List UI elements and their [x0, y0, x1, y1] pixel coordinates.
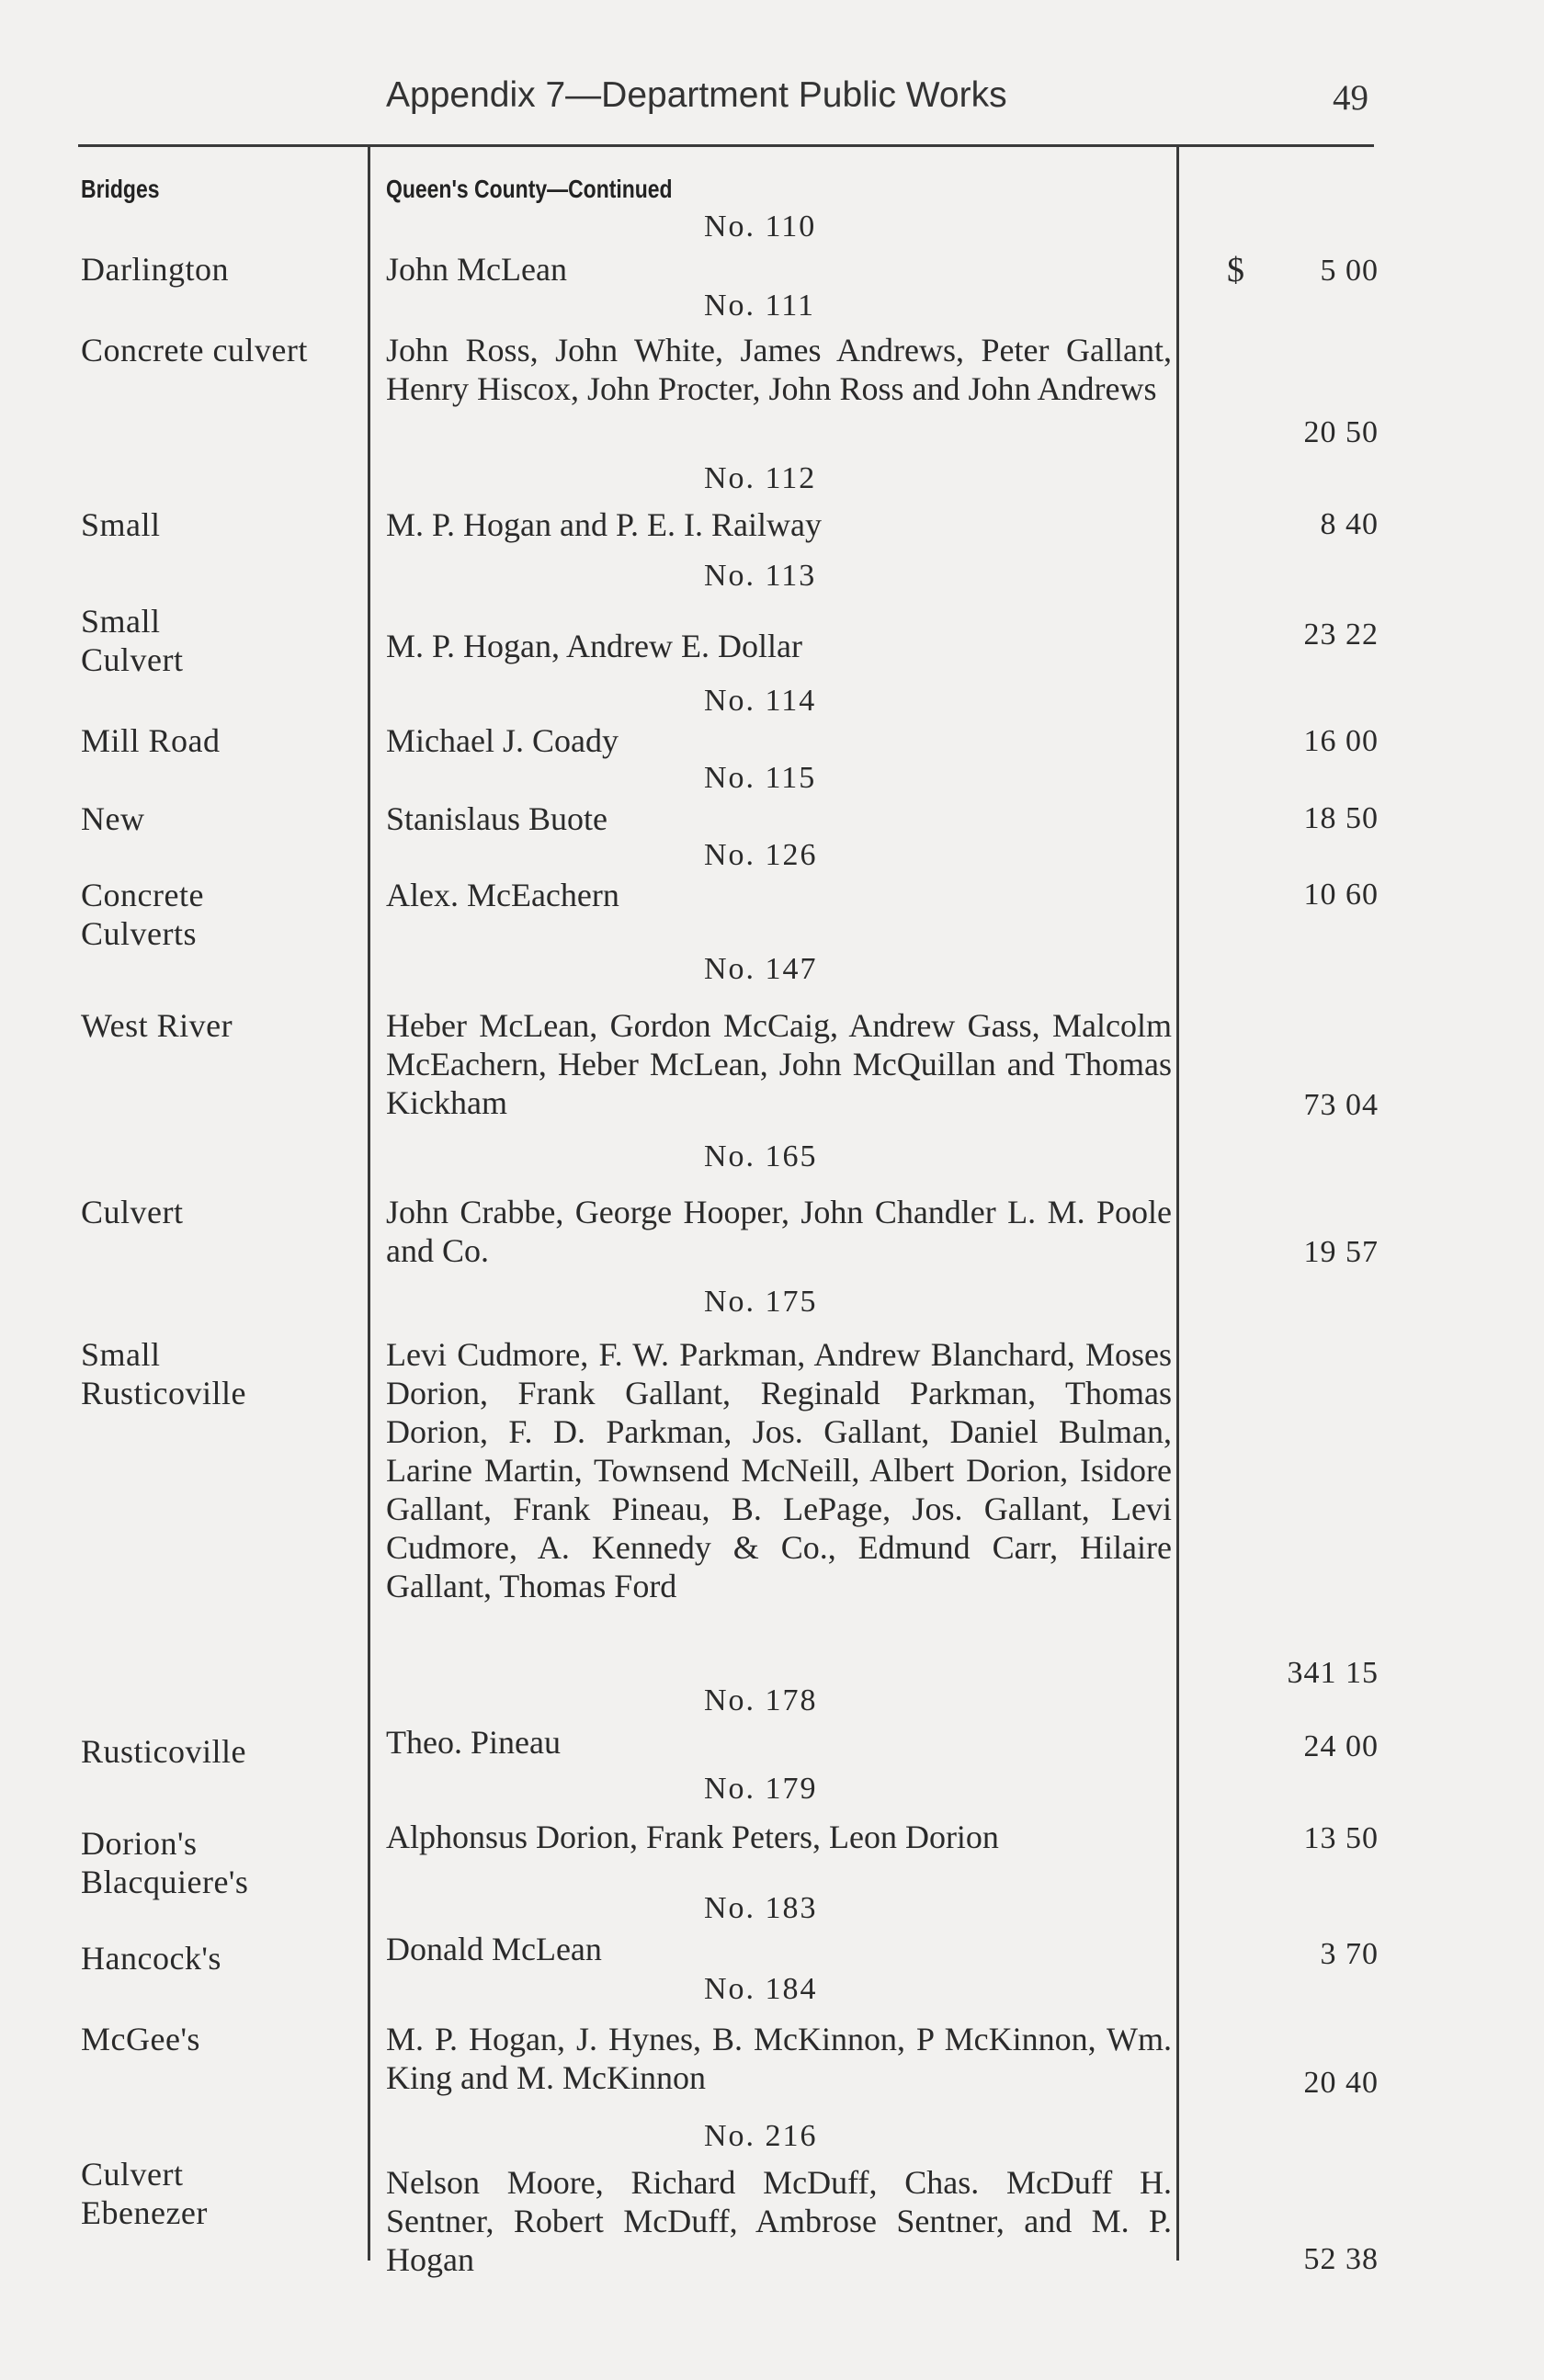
entry-number: No. 175: [704, 1285, 818, 1319]
entry-number: No. 183: [704, 1891, 818, 1925]
amount: 24 00: [1303, 1729, 1379, 1763]
amount: 341 15: [1287, 1656, 1379, 1690]
page-title: Appendix 7—Department Public Works: [386, 75, 1007, 115]
payee-text: M. P. Hogan, J. Hynes, B. McKinnon, P McKinnon, Wm. King and M. McKinnon: [386, 2021, 1172, 2096]
payee-text: M. P. Hogan and P. E. I. Railway: [386, 506, 822, 543]
entry-number: No. 147: [704, 952, 818, 986]
entry-number: No. 165: [704, 1139, 818, 1173]
bridges-column-header: Bridges: [81, 175, 160, 203]
bridge-name: Concrete culvert: [81, 332, 308, 368]
amount: 8 40: [1320, 507, 1379, 541]
amount: 10 60: [1303, 878, 1379, 912]
entry-number: No. 115: [704, 761, 817, 795]
bridge-name: Darlington: [81, 251, 229, 288]
amount: 19 57: [1303, 1235, 1379, 1269]
entry-number: No. 112: [704, 461, 817, 495]
amount: 16 00: [1303, 724, 1379, 758]
dollar-sign: $: [1227, 251, 1244, 289]
bridge-name: New: [81, 800, 145, 837]
bridge-name: Hancock's: [81, 1940, 221, 1977]
bridge-name: Rusticoville: [81, 1733, 246, 1770]
entry-number: No. 126: [704, 838, 818, 872]
bridge-name: West River: [81, 1007, 233, 1044]
payee-text: Heber McLean, Gordon McCaig, Andrew Gass, Malcolm McEachern, Heber McLean, John McQuillan and Thomas Kickham: [386, 1007, 1172, 1121]
entry-number: No. 178: [704, 1683, 818, 1717]
payee-text: Levi Cudmore, F. W. Parkman, Andrew Blanchard, Moses Dorion, Frank Gallant, Reginald Parkman, Thomas Dorion, F. D. Parkman, Jos. Gallant, Daniel Bulman, Larine Martin, Townsend McNeill, Albert Dorion, Isidore Gallant, Frank Pineau, B. LePage, Jos. Gallant, Levi Cudmore, A. Kennedy & Co., Edmund Carr, Hilaire Gallant, Thomas Ford: [386, 1336, 1172, 1604]
bridge-name: Mill Road: [81, 722, 221, 759]
payee-text: Michael J. Coady: [386, 722, 619, 759]
payee-text: John Crabbe, George Hooper, John Chandler L. M. Poole and Co.: [386, 1194, 1172, 1269]
entry-number: No. 114: [704, 684, 817, 718]
amount: 52 38: [1303, 2242, 1379, 2276]
amount: 13 50: [1303, 1821, 1379, 1855]
payee-text: Donald McLean: [386, 1931, 602, 1967]
amount: 18 50: [1303, 801, 1379, 835]
bridge-name: Small Culvert: [81, 603, 184, 678]
payee-text: M. P. Hogan, Andrew E. Dollar: [386, 628, 802, 664]
entry-number: No. 113: [704, 559, 817, 593]
entry-number: No. 179: [704, 1772, 818, 1806]
payee-text: Alex. McEachern: [386, 877, 619, 913]
amount: 5 00: [1320, 254, 1379, 288]
bridge-name: Dorion's Blacquiere's: [81, 1825, 249, 1900]
amount: 23 22: [1303, 618, 1379, 652]
payee-text: Stanislaus Buote: [386, 800, 607, 837]
bridge-name: Culvert: [81, 1194, 184, 1230]
amount: 3 70: [1320, 1937, 1379, 1971]
bridge-name: Small Rusticoville: [81, 1336, 246, 1411]
payee-text: John McLean: [386, 251, 567, 288]
amount: 73 04: [1303, 1088, 1379, 1122]
bridge-name: Culvert Ebenezer: [81, 2156, 208, 2231]
payee-text: Alphonsus Dorion, Frank Peters, Leon Dorion: [386, 1819, 999, 1855]
column-divider-right: [1176, 147, 1179, 2261]
entry-number: No. 111: [704, 289, 816, 323]
bridge-name: McGee's: [81, 2021, 200, 2057]
county-column-header: Queen's County—Continued: [386, 175, 673, 203]
payee-text: Nelson Moore, Richard McDuff, Chas. McDuff H. Sentner, Robert McDuff, Ambrose Sentner, and M. P. Hogan: [386, 2164, 1172, 2278]
column-divider-left: [368, 147, 370, 2261]
header-rule: [78, 144, 1374, 147]
entry-number: No. 110: [704, 210, 817, 244]
page-number: 49: [1333, 78, 1368, 118]
entry-number: No. 216: [704, 2119, 818, 2153]
bridge-name: Concrete Culverts: [81, 877, 204, 952]
amount: 20 50: [1303, 415, 1379, 449]
entry-number: No. 184: [704, 1972, 818, 2006]
payee-text: Theo. Pineau: [386, 1724, 561, 1761]
payee-text: John Ross, John White, James Andrews, Peter Gallant, Henry Hiscox, John Procter, John Ross and John Andrews: [386, 332, 1172, 407]
amount: 20 40: [1303, 2066, 1379, 2100]
bridge-name: Small: [81, 506, 161, 543]
